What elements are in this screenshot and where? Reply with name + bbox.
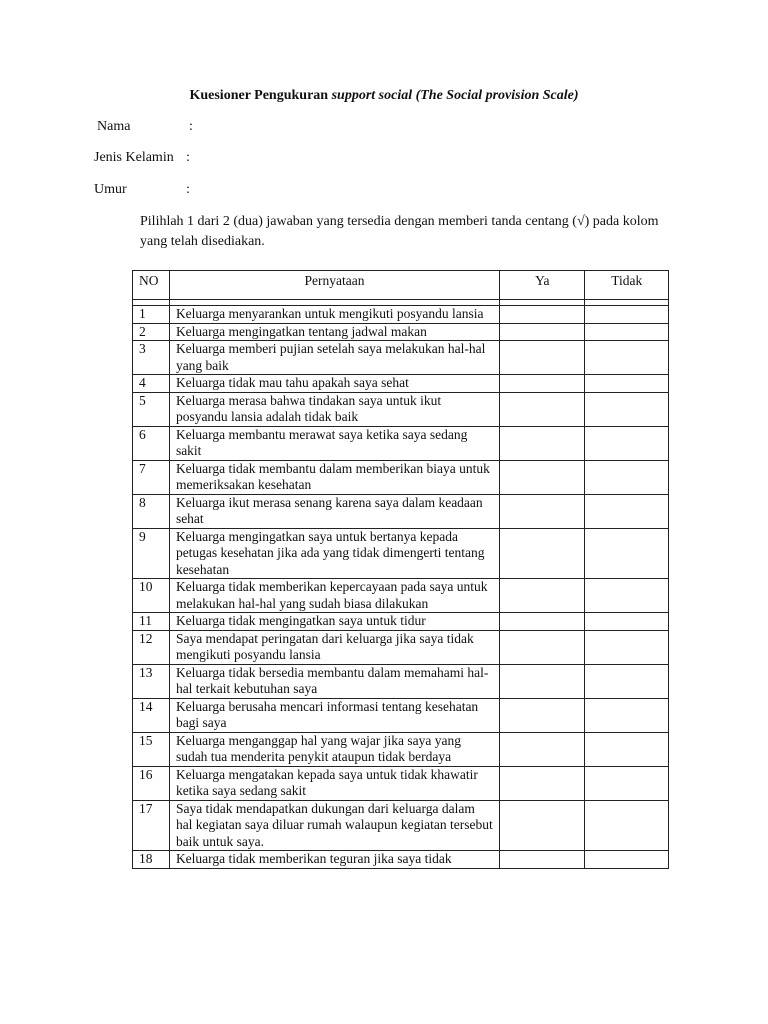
header-no: NO xyxy=(133,271,170,300)
row-number: 7 xyxy=(133,460,170,494)
row-statement: Keluarga berusaha mencari informasi tentang kesehatan bagi saya xyxy=(169,698,499,732)
row-statement: Keluarga tidak mengingatkan saya untuk tidur xyxy=(169,613,499,631)
row-number: 6 xyxy=(133,426,170,460)
row-number: 5 xyxy=(133,392,170,426)
title-plain: Kuesioner Pengukuran xyxy=(189,88,332,103)
answer-ya-cell[interactable] xyxy=(500,579,585,613)
answer-tidak-cell[interactable] xyxy=(585,698,669,732)
table-header-row xyxy=(133,271,669,300)
answer-ya-cell[interactable] xyxy=(500,528,585,579)
field-label-jenis-kelamin: Jenis Kelamin xyxy=(94,150,174,165)
row-statement: Keluarga tidak memberikan kepercayaan pada saya untuk melakukan hal-hal yang sudah biasa dilakukan xyxy=(169,579,499,613)
field-label-umur: Umur xyxy=(94,182,127,197)
table-row xyxy=(133,426,669,460)
field-sep-jenis-kelamin: : xyxy=(186,150,190,165)
row-number: 12 xyxy=(133,630,170,664)
table-row xyxy=(133,613,669,631)
answer-tidak-cell[interactable] xyxy=(585,579,669,613)
table-row xyxy=(133,732,669,766)
answer-ya-cell[interactable] xyxy=(500,851,585,869)
answer-tidak-cell[interactable] xyxy=(585,392,669,426)
table-row xyxy=(133,630,669,664)
table-row xyxy=(133,851,669,869)
answer-ya-cell[interactable] xyxy=(500,323,585,341)
field-label-nama: Nama xyxy=(97,119,131,134)
questionnaire-title xyxy=(0,88,768,104)
answer-ya-cell[interactable] xyxy=(500,630,585,664)
answer-tidak-cell[interactable] xyxy=(585,630,669,664)
answer-ya-cell[interactable] xyxy=(500,664,585,698)
row-statement: Keluarga tidak mau tahu apakah saya sehat xyxy=(169,375,499,393)
table-row xyxy=(133,664,669,698)
row-statement: Keluarga menganggap hal yang wajar jika saya yang sudah tua menderita penykit ataupun tidak berdaya xyxy=(169,732,499,766)
header-ya: Ya xyxy=(500,271,585,300)
row-statement: Saya mendapat peringatan dari keluarga jika saya tidak mengikuti posyandu lansia xyxy=(169,630,499,664)
row-number: 17 xyxy=(133,800,170,851)
table-row xyxy=(133,460,669,494)
answer-ya-cell[interactable] xyxy=(500,392,585,426)
answer-tidak-cell[interactable] xyxy=(585,766,669,800)
row-number: 11 xyxy=(133,613,170,631)
answer-tidak-cell[interactable] xyxy=(585,800,669,851)
row-number: 9 xyxy=(133,528,170,579)
answer-ya-cell[interactable] xyxy=(500,306,585,324)
answer-ya-cell[interactable] xyxy=(500,766,585,800)
row-number: 13 xyxy=(133,664,170,698)
table-row xyxy=(133,698,669,732)
row-number: 4 xyxy=(133,375,170,393)
answer-ya-cell[interactable] xyxy=(500,613,585,631)
answer-tidak-cell[interactable] xyxy=(585,323,669,341)
answer-ya-cell[interactable] xyxy=(500,494,585,528)
row-statement: Saya tidak mendapatkan dukungan dari keluarga dalam hal kegiatan saya diluar rumah walaupun kegiatan tersebut baik untuk saya. xyxy=(169,800,499,851)
header-pernyataan: Pernyataan xyxy=(169,271,499,300)
table-row xyxy=(133,392,669,426)
answer-ya-cell[interactable] xyxy=(500,800,585,851)
row-statement: Keluarga merasa bahwa tindakan saya untuk ikut posyandu lansia adalah tidak baik xyxy=(169,392,499,426)
answer-ya-cell[interactable] xyxy=(500,698,585,732)
answer-tidak-cell[interactable] xyxy=(585,426,669,460)
row-statement: Keluarga tidak memberikan teguran jika saya tidak xyxy=(169,851,499,869)
answer-tidak-cell[interactable] xyxy=(585,375,669,393)
table-row xyxy=(133,800,669,851)
row-statement: Keluarga memberi pujian setelah saya melakukan hal-hal yang baik xyxy=(169,341,499,375)
answer-tidak-cell[interactable] xyxy=(585,664,669,698)
row-number: 10 xyxy=(133,579,170,613)
answer-ya-cell[interactable] xyxy=(500,341,585,375)
answer-tidak-cell[interactable] xyxy=(585,460,669,494)
row-statement: Keluarga tidak membantu dalam memberikan biaya untuk memeriksakan kesehatan xyxy=(169,460,499,494)
field-sep-nama: : xyxy=(189,119,193,134)
row-statement: Keluarga ikut merasa senang karena saya dalam keadaan sehat xyxy=(169,494,499,528)
row-statement: Keluarga mengatakan kepada saya untuk tidak khawatir ketika saya sedang sakit xyxy=(169,766,499,800)
table-row xyxy=(133,766,669,800)
answer-tidak-cell[interactable] xyxy=(585,494,669,528)
field-sep-umur: : xyxy=(186,182,190,197)
field-jenis-kelamin xyxy=(94,150,190,166)
answer-ya-cell[interactable] xyxy=(500,460,585,494)
table-row xyxy=(133,306,669,324)
row-number: 3 xyxy=(133,341,170,375)
table-row xyxy=(133,341,669,375)
row-statement: Keluarga membantu merawat saya ketika saya sedang sakit xyxy=(169,426,499,460)
questionnaire-table xyxy=(132,270,669,869)
row-number: 14 xyxy=(133,698,170,732)
answer-ya-cell[interactable] xyxy=(500,426,585,460)
row-statement: Keluarga mengingatkan tentang jadwal makan xyxy=(169,323,499,341)
title-italic: support social (The Social provision Scale) xyxy=(331,88,579,103)
row-statement: Keluarga tidak bersedia membantu dalam memahami hal-hal terkait kebutuhan saya xyxy=(169,664,499,698)
table-row xyxy=(133,528,669,579)
row-number: 15 xyxy=(133,732,170,766)
row-statement: Keluarga mengingatkan saya untuk bertanya kepada petugas kesehatan jika ada yang tidak dimengerti tentang kesehatan xyxy=(169,528,499,579)
field-nama xyxy=(97,119,193,135)
answer-tidak-cell[interactable] xyxy=(585,341,669,375)
row-number: 8 xyxy=(133,494,170,528)
answer-ya-cell[interactable] xyxy=(500,375,585,393)
answer-tidak-cell[interactable] xyxy=(585,613,669,631)
table-row xyxy=(133,375,669,393)
answer-ya-cell[interactable] xyxy=(500,732,585,766)
table-row xyxy=(133,323,669,341)
answer-tidak-cell[interactable] xyxy=(585,851,669,869)
field-umur xyxy=(94,182,190,198)
table-row xyxy=(133,494,669,528)
row-number: 1 xyxy=(133,306,170,324)
table-row xyxy=(133,579,669,613)
row-number: 16 xyxy=(133,766,170,800)
answer-tidak-cell[interactable] xyxy=(585,306,669,324)
instruction-text: Pilihlah 1 dari 2 (dua) jawaban yang tersedia dengan memberi tanda centang (√) pada kolom yang telah disediakan. xyxy=(140,214,659,249)
answer-tidak-cell[interactable] xyxy=(585,528,669,579)
row-statement: Keluarga menyarankan untuk mengikuti posyandu lansia xyxy=(169,306,499,324)
answer-tidak-cell[interactable] xyxy=(585,732,669,766)
row-number: 2 xyxy=(133,323,170,341)
header-tidak: Tidak xyxy=(585,271,669,300)
row-number: 18 xyxy=(133,851,170,869)
